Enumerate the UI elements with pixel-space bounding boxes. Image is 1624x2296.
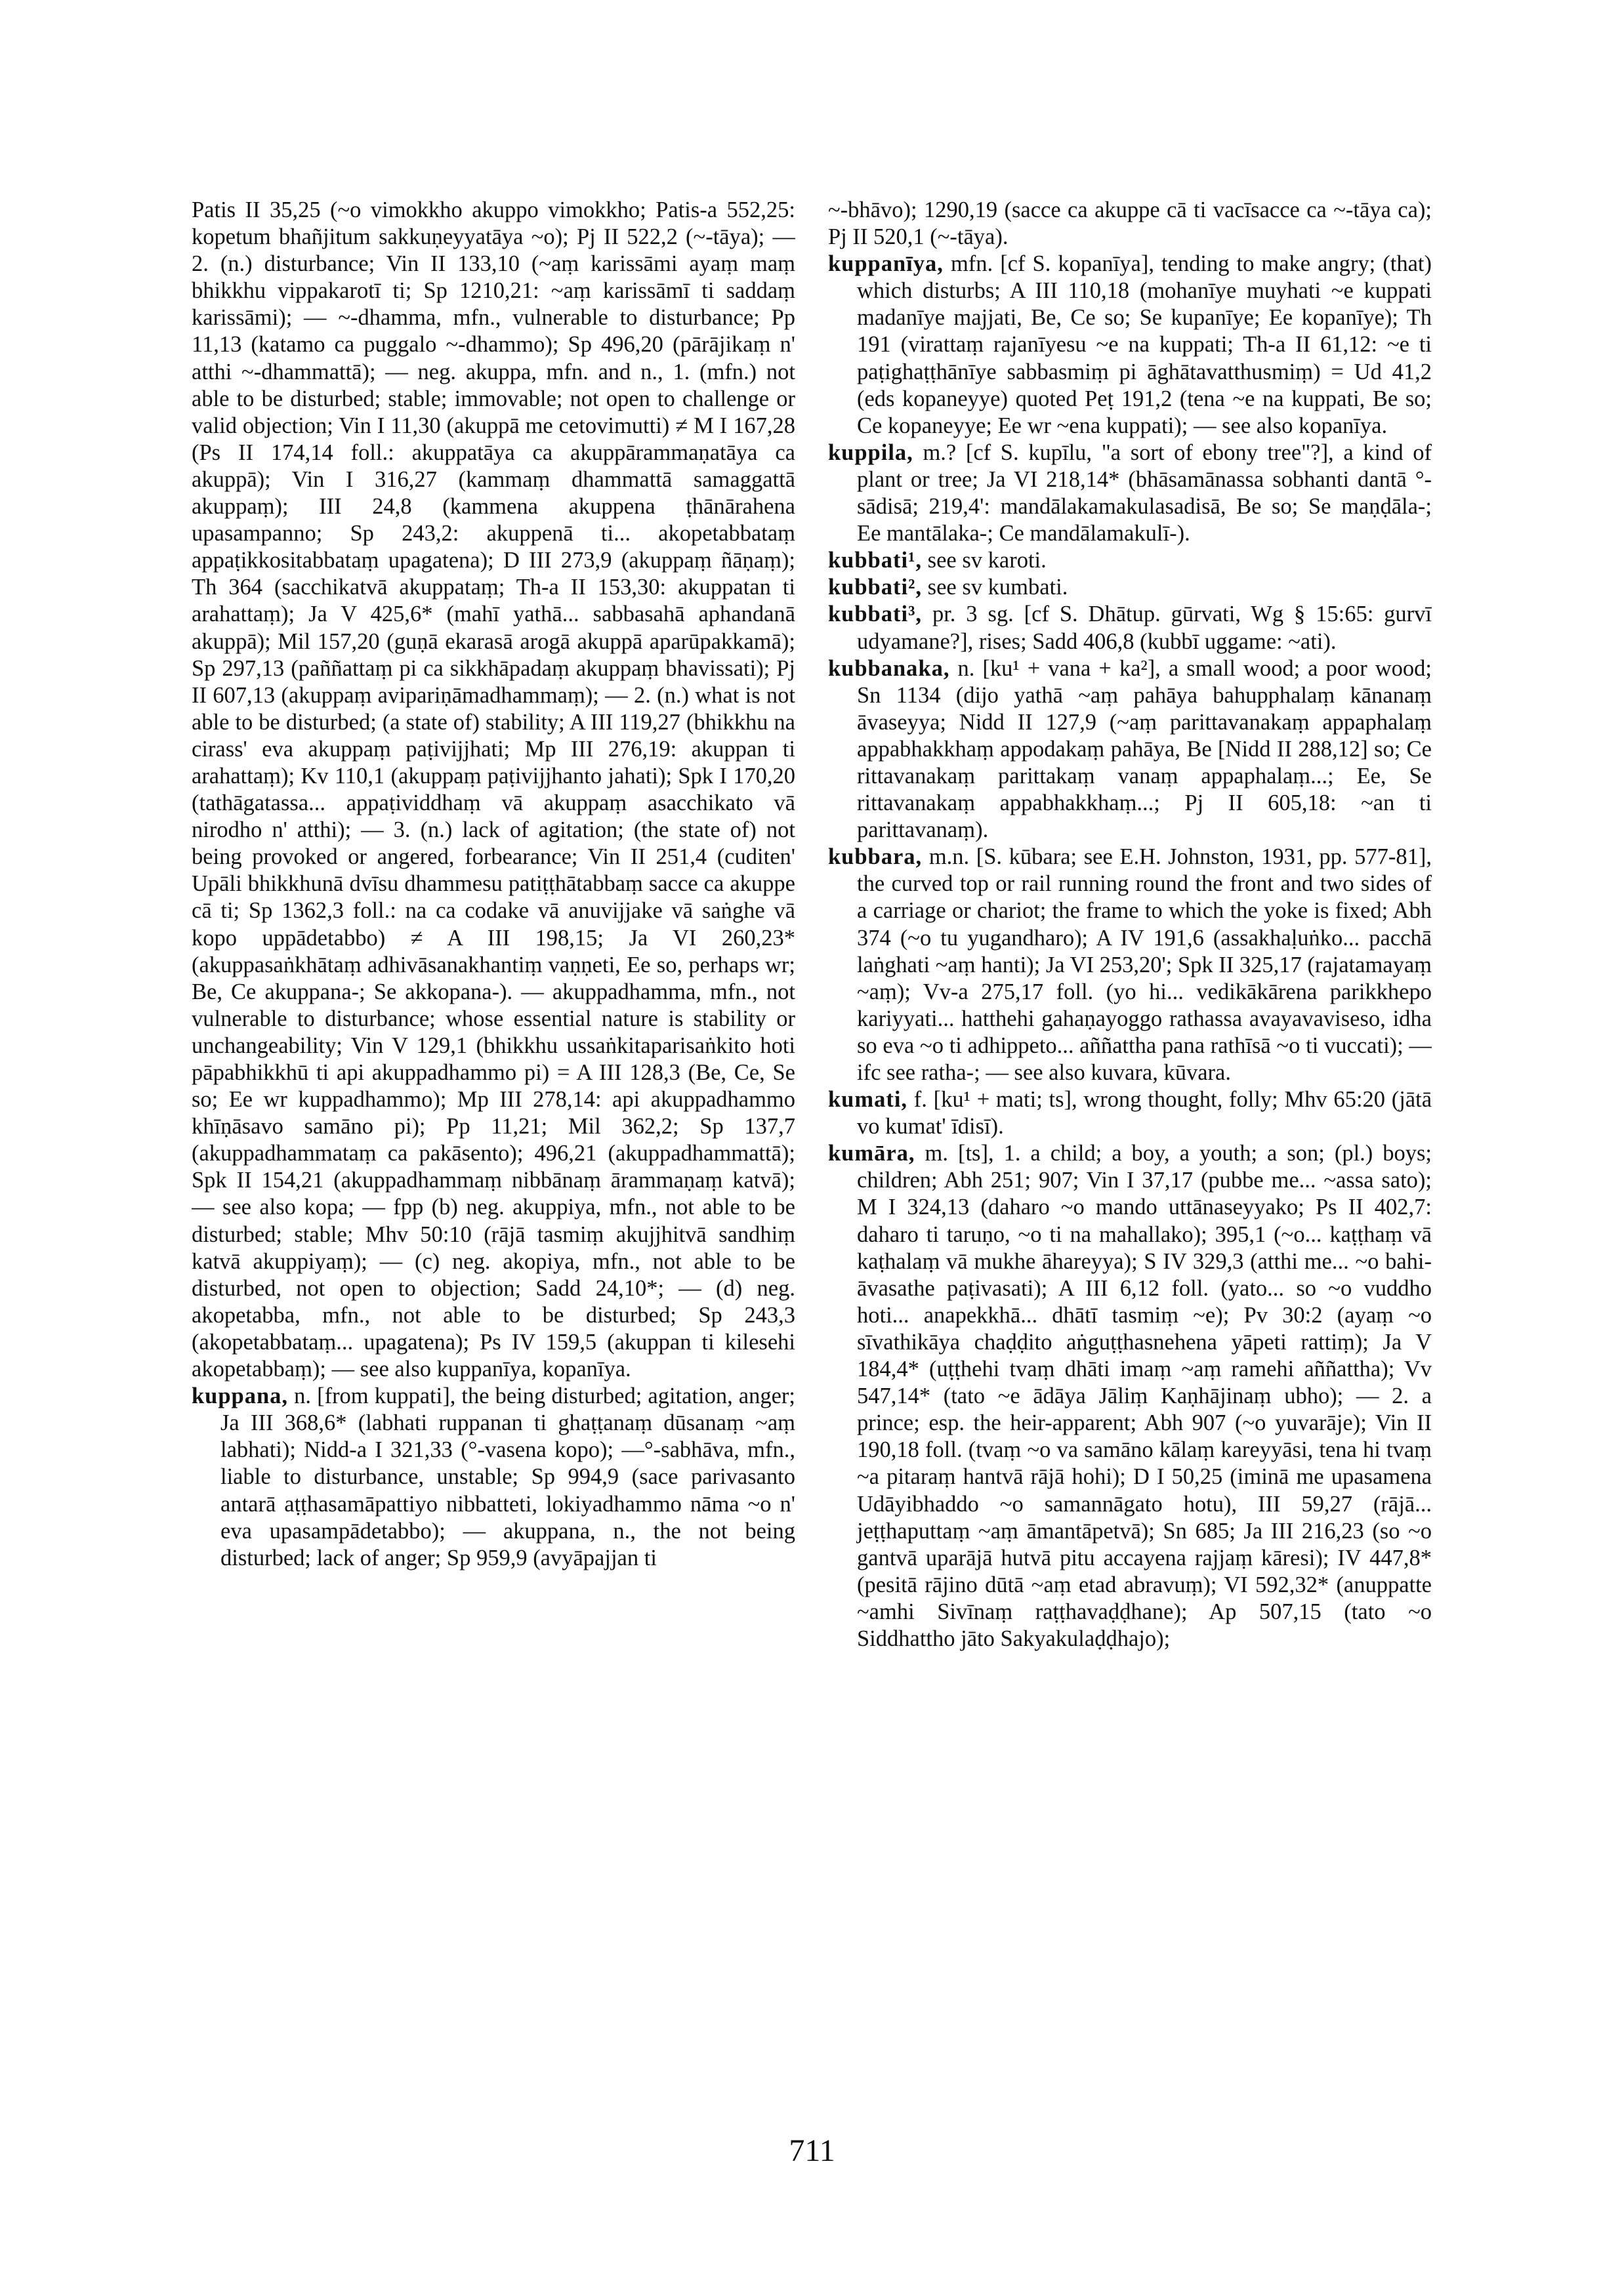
headword: kumāra,	[828, 1141, 915, 1166]
entry-kubbati-3	[828, 601, 1432, 655]
headword: kuppila,	[828, 440, 913, 465]
entry-kuppana	[192, 1383, 795, 1572]
page-number: 711	[789, 2133, 835, 2168]
entry-kubbanaka	[828, 655, 1432, 844]
continued-entry-text: ~-bhāvo); 1290,19 (sacce ca akuppe cā ti vacīsacce ca ~-tāya ca); Pj II 520,1 (~-tāya).	[828, 197, 1432, 250]
continued-entry-text: Patis II 35,25 (~o vimokkho akuppo vimokkho; Patis-a 552,25: kopetum bhañjitum sakkuṇeyyatāya ~o); Pj II 522,2 (~-tāya); — 2. (n.) disturbance; Vin II 133,10 (~aṃ karissāmi ayaṃ maṃ bhikkhu vippakarotī ti; Sp 1210,21: ~aṃ karissāmī ti saddaṃ karissāmi); — ~-dhamma, mfn., vulnerable to disturbance; Pp 11,13 (katamo ca puggalo ~-dhammo); Sp 496,20 (pārājikaṃ n' atthi ~-dhammattā); — neg. akuppa, mfn. and n., 1. (mfn.) not able to be disturbed; stable; immovable; not open to challenge or valid objection; Vin I 11,30 (akuppā me cetovimutti) ≠ M I 167,28 (Ps II 174,14 foll.: akuppatāya ca akuppārammaṇatāya ca akuppā); Vin I 316,27 (kammaṃ dhammattā samaggattā akuppaṃ); III 24,8 (kammena akuppena ṭhānārahena upasampanno; Sp 243,2: akuppenā ti... akopetabbataṃ appaṭikkositabbataṃ upagatena); D III 273,9 (akuppaṃ ñāṇaṃ); Th 364 (sacchikatvā akuppataṃ; Th-a II 153,30: akuppatan ti arahattaṃ); Ja V 425,6* (mahī yathā... sabbasahā aphandanā akuppā); Mil 157,20 (guṇā ekarasā arogā akuppā aparūpakkamā); Sp 297,13 (paññattaṃ pi ca sikkhāpadaṃ akuppaṃ bhavissati); Pj II 607,13 (akuppaṃ avipariṇāmadhammaṃ); — 2. (n.) what is not able to be disturbed; (a state of) stability; A III 119,27 (bhikkhu na cirass' eva akuppaṃ paṭivijjhati; Mp III 276,19: akuppan ti arahattaṃ); Kv 110,1 (akuppaṃ paṭivijjhanto jahati); Spk I 170,20 (tathāgatassa... appaṭividdhaṃ vā akuppaṃ asacchikato vā nirodho n' atthi); — 3. (n.) lack of agitation; (the state of) not being provoked or angered, forbearance; Vin II 251,4 (cuditen' Upāli bhikkhunā dvīsu dhammesu patiṭṭhātabbaṃ sacce ca akuppe cā ti; Sp 1362,3 foll.: na ca codake vā anuvijjake vā saṅghe vā kopo uppādetabbo) ≠ A III 198,15; Ja VI 260,23* (akuppasaṅkhātaṃ adhivāsanakhantiṃ vaṇṇeti, Ee so, perhaps wr; Be, Ce akuppana-; Se akkopana-). — akuppadhamma, mfn., not vulnerable to disturbance; whose essential nature is stability or unchangeability; Vin V 129,1 (bhikkhu ussaṅkitaparisaṅkito hoti pāpabhikkhū ti api akuppadhammo pi) = A III 128,3 (Be, Ce, Se so; Ee wr kuppadhammo); Mp III 278,14: api akuppadhammo khīṇāsavo samāno pi); Pp 11,21; Mil 362,2; Sp 137,7 (akuppadhammataṃ ca pakāsento); 496,21 (akuppadhammattā); Spk II 154,21 (akuppadhammaṃ nibbānaṃ ārammaṇaṃ katvā); — see also kopa; — fpp (b) neg. akuppiya, mfn., not able to be disturbed; stable; Mhv 50:10 (rājā tasmiṃ akujjhitvā sandhiṃ katvā akuppiyaṃ); — (c) neg. akopiya, mfn., not able to be disturbed, not open to objection; Sadd 24,10*; — (d) neg. akopetabba, mfn., not able to be disturbed; Sp 243,3 (akopetabbataṃ... upagatena); Ps IV 159,5 (akuppan ti kilesehi akopetabbaṃ); — see also kuppanīya, kopanīya.	[192, 197, 795, 1382]
entry-body: see sv karoti.	[927, 548, 1047, 573]
entry-body: m.n. [S. kūbara; see E.H. Johnston, 1931, pp. 577-81], the curved top or rail running round the front and two sides of a carriage or chariot; the frame to which the yoke is fixed; Abh 374 (~o tu yugandharo); A IV 191,6 (assakhaḷuṅko... pacchā laṅghati ~aṃ hanti); Ja VI 253,20'; Spk II 325,17 (rajatamayaṃ ~aṃ); Vv-a 275,17 foll. (yo hi... vedikākārena parikkhepo kariyyati... hatthehi gahaṇayoggo rathassa avayavaviseso, idha so eva ~o ti adhippeto... aññattha pana rathīsā ~o ti vuccati); — ifc see ratha-; — see also kuvara, kūvara.	[857, 844, 1432, 1085]
headword: kuppana,	[192, 1384, 289, 1409]
headword: kuppanīya,	[828, 251, 944, 277]
entry-kumara	[828, 1140, 1432, 1652]
entry-body: m. [ts], 1. a child; a boy, a youth; a son; (pl.) boys; children; Abh 251; 907; Vin I 37,17 (pubbe me... ~assa sato); M I 324,13 (daharo ~o mando uttānaseyyako; Ps II 402,7: daharo ti taruṇo, ~o ti na mahallako); 395,1 (~o... kaṭṭhaṃ vā kaṭhalaṃ vā mukhe āhareyya); S IV 329,3 (atthi me... ~o bahi-āvasathe paṭivasati); A III 6,12 foll. (yato... so ~o vuddho hoti... anapekkhā... dhātī tasmiṃ ~e); Pv 30:2 (ayaṃ ~o sīvathikāya chaḍḍito aṅguṭṭhasnehena yāpeti rattiṃ); Ja V 184,4* (uṭṭhehi tvaṃ dhāti imaṃ ~aṃ ramehi aññattha); Vv 547,14* (tato ~e ādāya Jāliṃ Kaṇhājinaṃ ubho); — 2. a prince; esp. the heir-apparent; Abh 907 (~o yuvarāje); Vin II 190,18 foll. (tvaṃ ~o va samāno kālaṃ kareyyāsi, tena hi tvaṃ ~a pitaraṃ hantvā rājā hohi); D I 50,25 (iminā me upasamena Udāyibhaddo ~o samannāgato hotu), III 59,27 (rājā... jeṭṭhaputtaṃ ~aṃ āmantāpetvā); Sn 685; Ja III 216,23 (so ~o gantvā uparājā hutvā pitu accayena rajjaṃ kāresi); IV 447,8* (pesitā rājino dūtā ~aṃ etad abravuṃ); VI 592,32* (anuppatte ~amhi Sivīnaṃ raṭṭhavaḍḍhane); Ap 507,15 (tato ~o Siddhattho jāto Sakyakulaḍḍhajo);	[857, 1141, 1432, 1651]
entry-kuppila	[828, 440, 1432, 547]
entry-kumati	[828, 1086, 1432, 1140]
entry-body: f. [ku¹ + mati; ts], wrong thought, folly; Mhv 65:20 (jātā vo kumat' īdisī).	[857, 1087, 1432, 1139]
right-column	[828, 197, 1432, 2296]
headword: kumati,	[828, 1087, 908, 1113]
headword: kubbanaka,	[828, 655, 950, 681]
headword: kubbati¹,	[828, 548, 923, 573]
entry-body: n. [from kuppati], the being disturbed; agitation, anger; Ja III 368,6* (labhati ruppanan ti ghaṭṭanaṃ dūsanaṃ ~aṃ labhati); Nidd-a I 321,33 (°-vasena kopo); —°-sabhāva, mfn., liable to disturbance, unstable; Sp 994,9 (sace parivasanto antarā aṭṭhasamāpattiyo nibbatteti, lokiyadhammo nāma ~o n' eva upasampādetabbo); — akuppana, n., the not being disturbed; lack of anger; Sp 959,9 (avyāpajjan ti	[220, 1384, 795, 1570]
entry-kubbati-1	[828, 547, 1432, 574]
entry-body: pr. 3 sg. [cf S. Dhātup. gūrvati, Wg § 15:65: gurvī udyamane?], rises; Sadd 406,8 (kubbī uggame: ~ati).	[857, 602, 1432, 654]
headword: kubbara,	[828, 844, 923, 870]
entry-kubbara	[828, 844, 1432, 1086]
entry-body: see sv kumbati.	[927, 575, 1068, 600]
entry-body: m.? [cf S. kupīlu, "a sort of ebony tree"?], a kind of plant or tree; Ja VI 218,14* (bhāsamānassa sobhanti dantā °-sādisā; 219,4': mandālakamakulasadisā, Be so; Se maṇḍāla-; Ee mantālaka-; Ce mandālamakulī-).	[857, 440, 1432, 546]
headword: kubbati³,	[828, 602, 923, 627]
entry-kuppaniya	[828, 251, 1432, 440]
headword: kubbati²,	[828, 575, 923, 600]
entry-kubbati-2	[828, 574, 1432, 601]
entry-body: mfn. [cf S. kopanīya], tending to make angry; (that) which disturbs; A III 110,18 (mohanīye muyhati ~e kuppati madanīye majjati, Be, Ce so; Se kupanīye; Ee kopanīye); Th 191 (virattaṃ rajanīyesu ~e na kuppati; Th-a II 61,12: ~e ti paṭighaṭṭhānīye sabbasmiṃ pi āghātavatthusmiṃ) = Ud 41,2 (eds kopaneyye) quoted Peṭ 191,2 (tena ~e na kuppati, Be so; Ce kopaneyye; Ee wr ~ena kuppati); — see also kopanīya.	[857, 251, 1432, 438]
entry-body: n. [ku¹ + vana + ka²], a small wood; a poor wood; Sn 1134 (dijo yathā ~aṃ pahāya bahupphalaṃ kānanaṃ āvaseyya; Nidd II 127,9 (~aṃ parittavanakaṃ appaphalaṃ appabhakkhaṃ appodakaṃ pahāya, Be [Nidd II 288,12] so; Ce rittavanakaṃ parittakaṃ vanaṃ appaphalaṃ...; Ee, Se rittavanakaṃ appabhakkhaṃ...; Pj II 605,18: ~an ti parittavanaṃ).	[857, 655, 1432, 843]
left-column	[192, 197, 795, 2296]
